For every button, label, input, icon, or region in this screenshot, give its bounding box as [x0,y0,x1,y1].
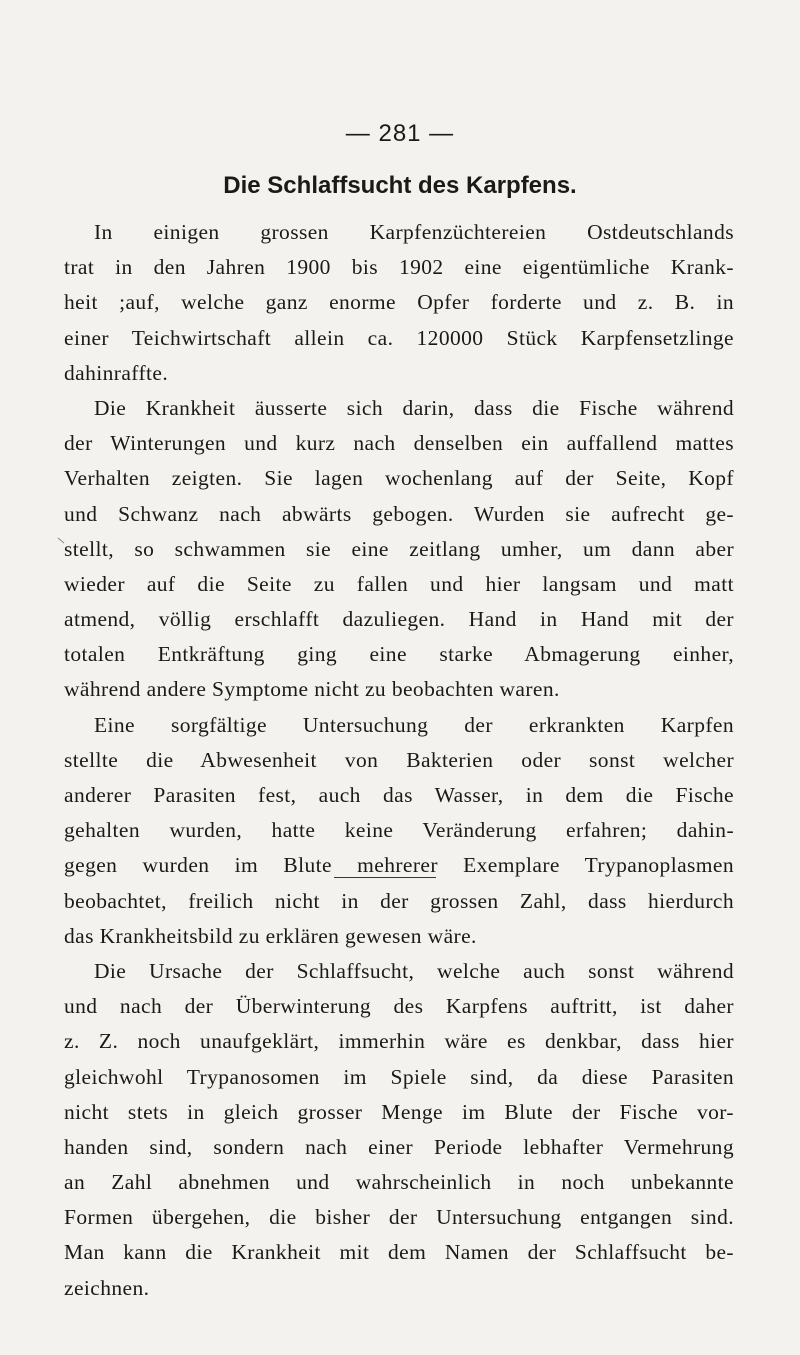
text-line: einer Teichwirtschaft allein ca. 120000 Stück Karpfensetzlinge [64,325,734,350]
text-line: beobachtet, freilich nicht in der grossen Zahl, dass hierdurch [64,888,734,913]
text-line: gegen wurden im Blute mehrerer Exemplare Trypanoplasmen [64,853,734,878]
text-line: an Zahl abnehmen und wahrscheinlich in noch unbekannte [64,1170,734,1195]
text-line: Die Krankheit äusserte sich darin, dass die Fische während [94,395,734,420]
text-line: anderer Parasiten fest, auch das Wasser, in dem die Fische [64,783,734,807]
text-line: nicht stets in gleich grosser Menge im Blute der Fische vor- [64,1099,734,1124]
text-line: Formen übergehen, die bisher der Untersuchung entgangen sind. [64,1205,734,1230]
text-line: und nach der Überwinterung des Karpfens auftritt, ist daher [64,994,734,1019]
text-line: Die Ursache der Schlaffsucht, welche auch sonst während [94,958,734,983]
text-line: stellte die Abwesenheit von Bakterien oder sonst welcher [64,747,734,772]
page-number: — 281 — [345,120,455,147]
text-line: Verhalten zeigten. Sie lagen wochenlang auf der Seite, Kopf [64,466,734,491]
text-line: das Krankheitsbild zu erklären gewesen wäre. [64,923,477,948]
section-end-rule [334,877,436,878]
text-line: Eine sorgfältige Untersuchung der erkrankten Karpfen [94,712,734,737]
text-line: und Schwanz nach abwärts gebogen. Wurden sie aufrecht ge- [64,501,734,526]
text-line: trat in den Jahren 1900 bis 1902 eine eigentümliche Krank- [64,255,734,280]
article-body [64,215,734,1306]
text-line: totalen Entkräftung ging eine starke Abmagerung einher, [64,642,734,667]
text-line: der Winterungen und kurz nach denselben ein auffallend mattes [64,431,734,456]
text-line: z. Z. noch unaufgeklärt, immerhin wäre es denkbar, dass hier [64,1029,734,1054]
text-line: stellt, so schwammen sie eine zeitlang umher, um dann aber [64,536,734,561]
text-line: wieder auf die Seite zu fallen und hier langsam und matt [64,571,734,596]
text-line: gehalten wurden, hatte keine Veränderung erfahren; dahin- [64,818,734,843]
text-line: zeichnen. [64,1275,150,1300]
text-line: dahinraffte. [64,360,169,385]
text-line: während andere Symptome nicht zu beobachten waren. [64,677,560,702]
text-line: heit ;auf, welche ganz enorme Opfer forderte und z. B. in [64,290,734,315]
text-line: Man kann die Krankheit mit dem Namen der Schlaffsucht be- [64,1240,734,1265]
text-line: handen sind, sondern nach einer Periode lebhafter Vermehrung [64,1134,734,1159]
text-line: atmend, völlig erschlafft dazuliegen. Hand in Hand mit der [64,607,734,632]
text-line: In einigen grossen Karpfenzüchtereien Ostdeutschlands [94,220,734,244]
article-title: Die Schlaffsucht des Karpfens. [223,172,577,199]
text-line: gleichwohl Trypanosomen im Spiele sind, da diese Parasiten [64,1064,734,1089]
